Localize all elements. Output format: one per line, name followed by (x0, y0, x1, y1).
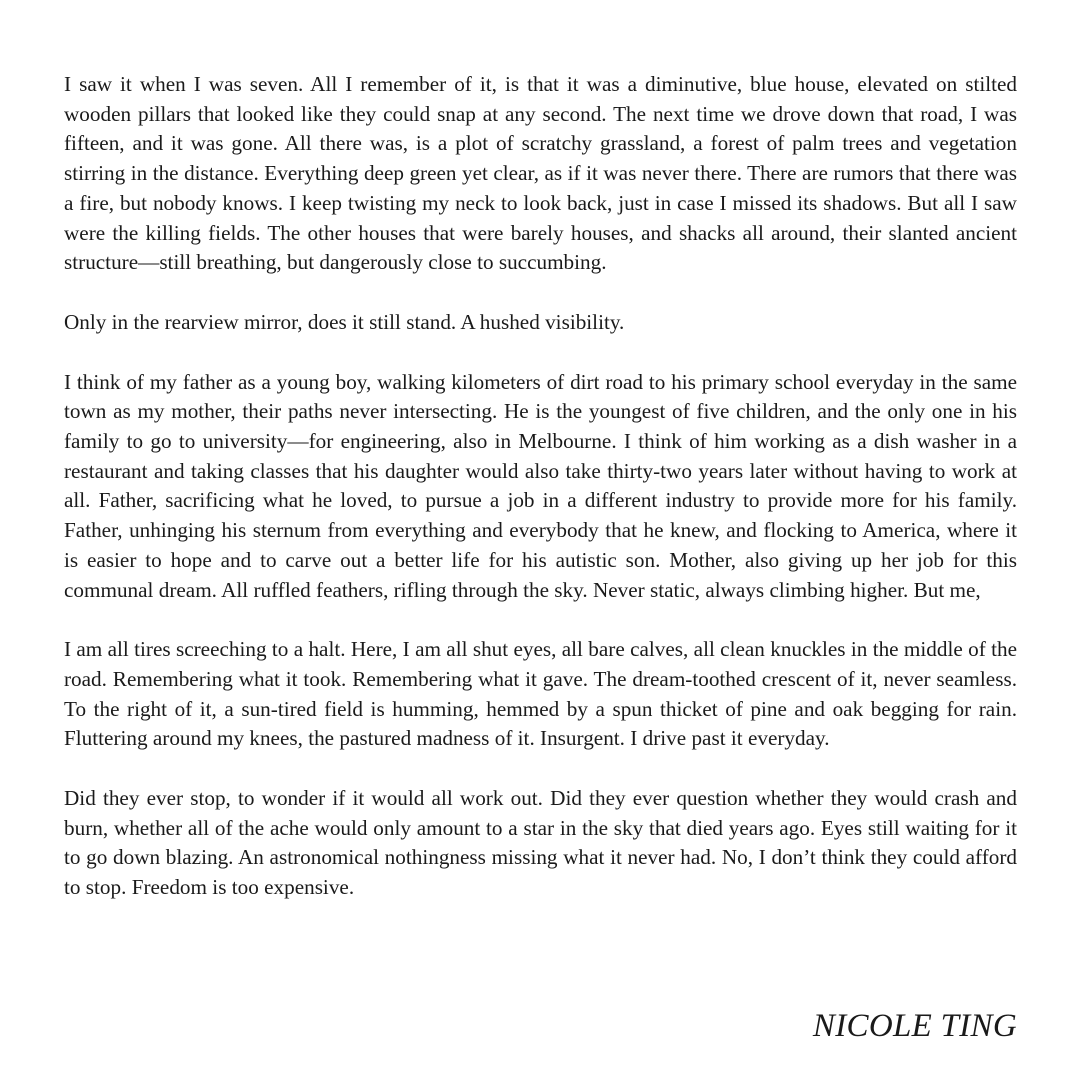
essay-body (64, 70, 1017, 903)
author-signature: NICOLE TING (812, 1008, 1017, 1044)
paragraph-1: I saw it when I was seven. All I remember of it, is that it was a diminutive, blue house, elevated on stilted wooden pillars that looked like they could snap at any second. The next time we drove down that road, I was fifteen, and it was gone. All there was, is a plot of scratchy grassland, a forest of palm trees and vegetation stirring in the distance. Everything deep green yet clear, as if it was never there. There are rumors that there was a fire, but nobody knows. I keep twisting my neck to look back, just in case I missed its shadows. But all I saw were the killing fields. The other houses that were barely houses, and shacks all around, their slanted ancient structure—still breathing, but dangerously close to succumbing. (64, 72, 1017, 275)
paragraph-3: I think of my father as a young boy, walking kilometers of dirt road to his primary school everyday in the same town as my mother, their paths never intersecting. He is the youngest of five children, and the only one in his family to go to university—for engineering, also in Melbourne. I think of him working as a dish washer in a restaurant and taking classes that his daughter would also take thirty-two years later without having to work at all. Father, sacrificing what he loved, to pursue a job in a different industry to provide more for his family. Father, unhinging his sternum from everything and everybody that he knew, and flocking to America, where it is easier to hope and to carve out a better life for his autistic son. Mother, also giving up her job for this communal dream. All ruffled feathers, rifling through the sky. Never static, always climbing higher. But me, (64, 369, 1017, 602)
paragraph-2: Only in the rearview mirror, does it still stand. A hushed visibility. (64, 309, 625, 334)
paragraph-4: I am all tires screeching to a halt. Here, I am all shut eyes, all bare calves, all clean knuckles in the middle of the road. Remembering what it took. Remembering what it gave. The dream-toothed crescent of it, never seamless. To the right of it, a sun-tired field is humming, hemmed by a spun thicket of pine and oak begging for rain. Fluttering around my knees, the pastured madness of it. Insurgent. I drive past it everyday. (64, 637, 1017, 751)
paragraph-5: Did they ever stop, to wonder if it would all work out. Did they ever question whether they would crash and burn, whether all of the ache would only amount to a star in the sky that died years ago. Eyes still waiting for it to go down blazing. An astronomical nothingness missing what it never had. No, I don’t think they could afford to stop. Freedom is too expensive. (64, 786, 1017, 900)
